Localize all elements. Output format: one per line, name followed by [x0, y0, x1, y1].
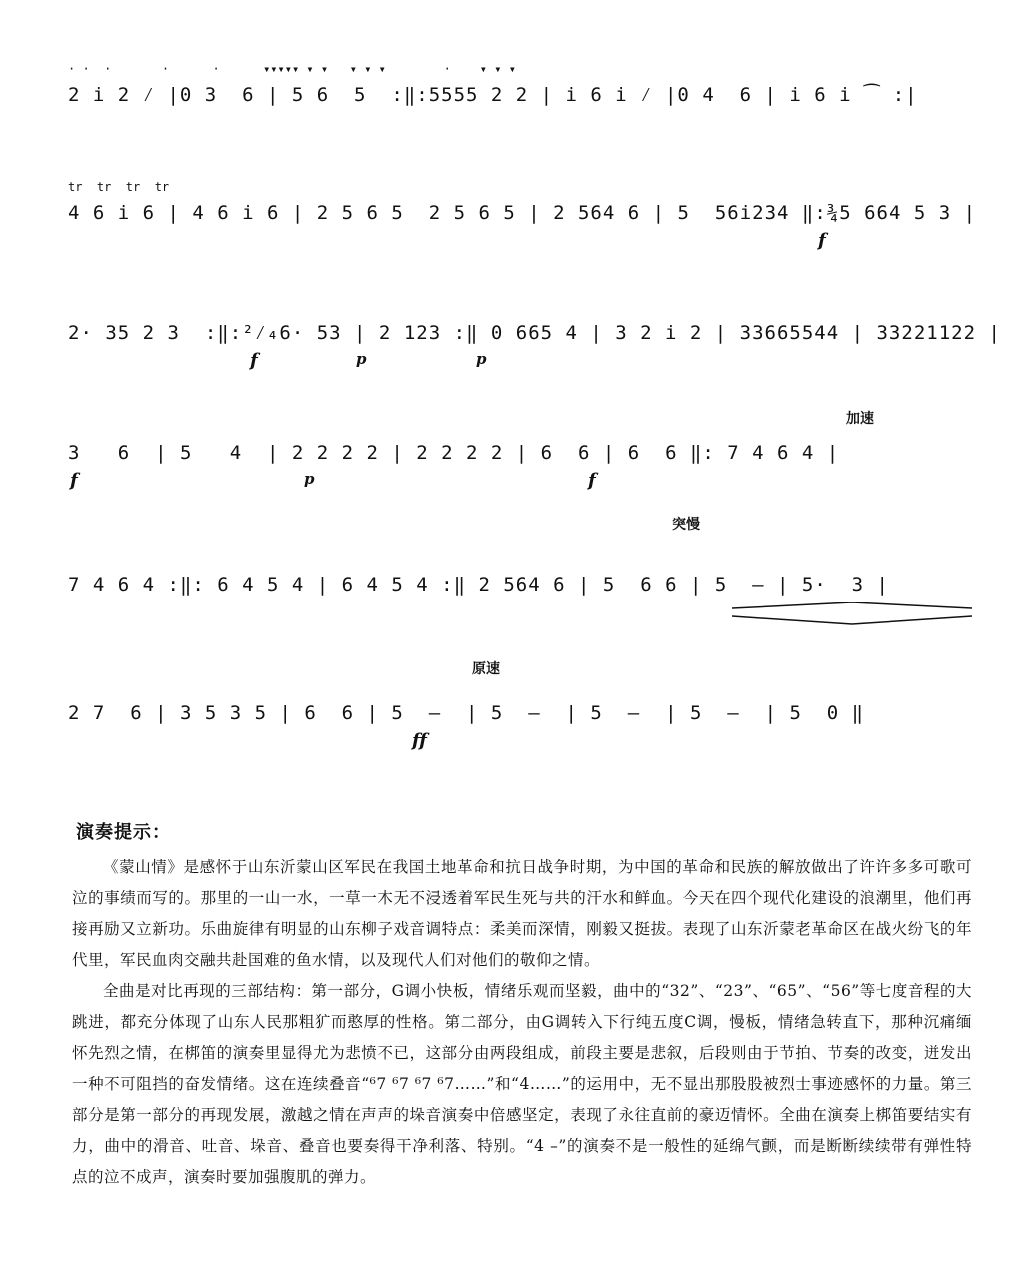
articulation-marks: tr tr tr tr	[68, 180, 170, 194]
dynamic-mark: p	[356, 350, 367, 368]
score-system-6	[60, 661, 980, 760]
score-system-3	[60, 300, 1001, 380]
crescendo-decrescendo-hairpin	[732, 602, 982, 626]
dynamic-mark: p	[304, 470, 315, 488]
tips-paragraph: 全曲是对比再现的三部结构：第一部分，G调小快板，情绪乐观而坚毅，曲中的“32”、“23”、“65”、“56”等七度音程的大跳进，都充分体现了山东人民那粗犷而憨厚的性格。第二部分，由G调转入下行纯五度C调，慢板，情绪急转直下，那种沉痛缅怀先烈之情，在梆笛的演奏里显得尤为悲愤不已，这部分由两段组成，前段主要是悲叙，后段则由于节拍、节奏的改变，迸发出一种不可阻挡的奋发情绪。这在连续叠音“⁶7 ⁶7 ⁶7 ⁶7……”和“4……”的运用中，无不显出那股股被烈士事迹感怀的力量。第三部分是第一部分的再现发展，激越之情在声声的垛音演奏中倍感坚定，表现了永往直前的豪迈情怀。全曲在演奏上梆笛要结实有力，曲中的滑音、吐音、垛音、叠音也要奏得干净利落、特别。“4 –”的演奏不是一般性的延绵气颤，而是断断续续带有弹性特点的泣不成声，演奏时要加强腹肌的弹力。	[72, 982, 972, 1186]
notation-line: 2 i 2 ⁄ |0 3 6 | 5 6 5 :‖:5555 2 2 | i 6 i ⁄ |0 4 6 | i 6 i ⁀ :|	[68, 84, 918, 106]
notation-line: 2 7 6 | 3 5 3 5 | 6 6 | 5 — | 5 — | 5 — | 5 — | 5 0 ‖	[68, 702, 865, 724]
tempo-label: 原速	[472, 661, 500, 677]
dynamic-mark: f	[250, 350, 258, 371]
tips-title: 演奏提示：	[76, 822, 171, 843]
score-system-4	[60, 411, 980, 500]
tempo-label: 加速	[846, 411, 874, 427]
notation-line: 3 6 | 5 4 | 2 2 2 2 | 2 2 2 2 | 6 6 | 6 6 ‖: 7 4 6 4 |	[68, 442, 840, 464]
tips-paragraph: 《蒙山情》是感怀于山东沂蒙山区军民在我国土地革命和抗日战争时期，为中国的革命和民族的解放做出了许许多多可歌可泣的事绩而写的。那里的一山一水，一草一木无不浸透着军民生死与共的汗水和鲜血。今天在四个现代化建设的浪潮里，他们再接再励又立新功。乐曲旋律有明显的山东柳子戏音调特点：柔美而深情，刚毅又挺拔。表现了山东沂蒙老革命区在战火纷飞的年代里，军民血肉交融共赴国难的鱼水情，以及现代人们对他们的敬仰之情。	[72, 858, 972, 969]
dynamic-mark: f	[70, 470, 78, 491]
notation-line: 7 4 6 4 :‖: 6 4 5 4 | 6 4 5 4 :‖ 2 564 6 | 5 6 6 | 5 — | 5· 3 |	[68, 574, 889, 596]
performance-tips	[72, 818, 972, 1193]
notation-line: 4 6 i 6 | 4 6 i 6 | 2 5 6 5 2 5 6 5 | 2 564 6 | 5 56i234 ‖:¾5 664 5 3 |	[68, 202, 977, 224]
dynamic-mark: p	[476, 350, 487, 368]
score-system-1	[60, 62, 980, 142]
notation-line: 2· 35 2 3 :‖:²⁄₄6· 53 | 2 123 :‖ 0 665 4 | 3 2 i 2 | 33665544 | 33221122 |	[68, 322, 1001, 344]
dynamic-mark: ff	[412, 730, 427, 751]
articulation-marks: · · · · · ▾▾▾▾▾ ▾ ▾ ▾ ▾ ▾ · ▾ ▾ ▾	[68, 62, 516, 76]
dynamic-mark: f	[818, 230, 826, 251]
tempo-label: 突慢	[672, 517, 700, 533]
score-system-5	[60, 517, 980, 632]
dynamic-mark: f	[588, 470, 596, 491]
score-system-2	[60, 180, 980, 260]
